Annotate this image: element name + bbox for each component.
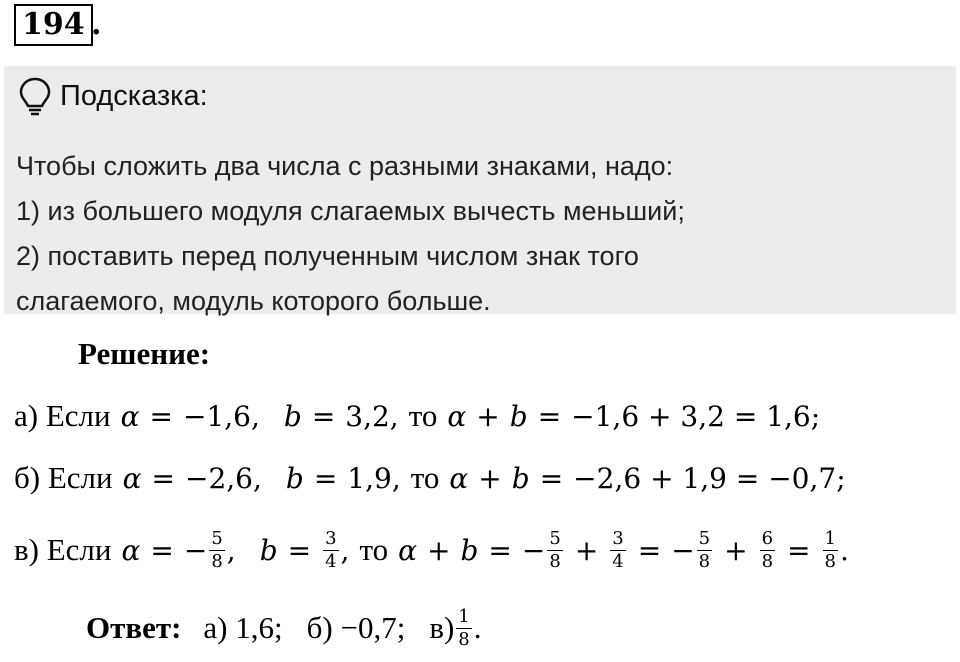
var-b: b [285, 461, 304, 495]
hint-line: слагаемого, модуль которого больше. [16, 286, 491, 316]
fraction-denominator: 8 [761, 550, 774, 572]
line-label: б) Если [14, 460, 113, 495]
minus-sign: − [183, 533, 208, 567]
plus-sign: + [478, 461, 502, 495]
fraction-numerator: 5 [698, 527, 711, 549]
period: . [473, 610, 482, 645]
equals-sign: = [313, 461, 338, 495]
fraction-denominator: 8 [211, 550, 223, 572]
problem-number: 194 [14, 4, 93, 46]
minus-sign: − [521, 533, 546, 567]
fraction-numerator: 5 [211, 527, 223, 549]
var-b: b [460, 533, 479, 567]
hint-text [16, 144, 946, 324]
var-alpha: α [447, 399, 467, 433]
fraction-denominator: 4 [612, 550, 624, 572]
answer-a: а) 1,6; [203, 610, 283, 645]
b-value: 3,2, [345, 399, 399, 433]
fraction-denominator: 8 [698, 550, 711, 572]
alpha-value: −1,6, [182, 399, 260, 433]
equals-sign: = [149, 399, 173, 433]
var-alpha: α [398, 533, 418, 567]
fraction-denominator: 8 [458, 628, 470, 650]
fraction [547, 528, 562, 573]
solution-title: Решение: [78, 336, 211, 371]
b-value: 1,9, [347, 461, 401, 495]
equals-sign: = [637, 533, 662, 567]
then-word: то [359, 532, 389, 567]
var-alpha: α [449, 461, 469, 495]
fraction-numerator: 1 [824, 527, 836, 549]
answer-title: Ответ: [86, 610, 182, 645]
alpha-value: −2,6, [185, 461, 262, 495]
fraction [697, 528, 712, 573]
hint-line: 2) поставить перед полученным числом знак того [16, 241, 639, 271]
then-word: то [410, 460, 440, 495]
fraction-numerator: 1 [458, 605, 470, 627]
fraction-numerator: 6 [761, 527, 774, 549]
equals-sign: = [787, 533, 811, 567]
hint-title: Подсказка: [60, 79, 208, 112]
then-word: то [408, 398, 438, 433]
fraction [456, 606, 471, 651]
var-b: b [511, 461, 530, 495]
hint-line: 1) из большего модуля слагаемых вычесть меньший; [16, 196, 685, 226]
fraction-denominator: 4 [325, 550, 337, 572]
fraction-numerator: 3 [612, 527, 624, 549]
fraction [823, 528, 838, 573]
fraction [760, 528, 775, 573]
result-expression: −1,6 + 3,2 = 1,6; [571, 399, 821, 433]
equals-sign: = [150, 533, 174, 567]
equals-sign: = [539, 461, 564, 495]
equals-sign: = [151, 461, 175, 495]
var-alpha: α [122, 461, 142, 495]
line-label: а) Если [14, 398, 111, 433]
hint-line: Чтобы сложить два числа с разными знаками, надо: [16, 151, 674, 181]
fraction [610, 528, 625, 573]
solution-line-a [14, 392, 820, 440]
fraction-numerator: 3 [325, 527, 337, 549]
plus-sign: + [427, 533, 451, 567]
answer-b: б) −0,7; [306, 610, 406, 645]
problem-number-dot: . [91, 7, 102, 42]
line-label: в) Если [14, 532, 112, 567]
fraction-denominator: 8 [549, 550, 561, 572]
plus-sign: + [724, 533, 748, 567]
var-alpha: α [121, 533, 141, 567]
equals-sign: = [488, 533, 512, 567]
plus-sign: + [574, 533, 599, 567]
equals-sign: = [287, 533, 312, 567]
lightbulb-icon [18, 76, 52, 116]
answer-c-label: в) [429, 610, 455, 645]
minus-sign: − [671, 533, 695, 567]
var-b: b [259, 533, 278, 567]
hint-header [18, 76, 208, 116]
answer-line [86, 596, 481, 660]
solution-line-c [14, 518, 849, 582]
hint-panel [4, 66, 956, 314]
var-b: b [283, 399, 302, 433]
comma: , [340, 533, 350, 567]
equals-sign: = [311, 399, 336, 433]
comma: , [226, 533, 236, 567]
equals-sign: = [537, 399, 562, 433]
var-alpha: α [120, 399, 140, 433]
var-b: b [509, 399, 528, 433]
fraction [323, 528, 338, 573]
fraction [209, 528, 224, 573]
plus-sign: + [476, 399, 500, 433]
fraction-numerator: 5 [549, 527, 561, 549]
fraction-denominator: 8 [824, 550, 836, 572]
solution-line-b [14, 454, 846, 502]
result-expression: −2,6 + 1,9 = −0,7; [573, 461, 846, 495]
period: . [839, 533, 849, 567]
